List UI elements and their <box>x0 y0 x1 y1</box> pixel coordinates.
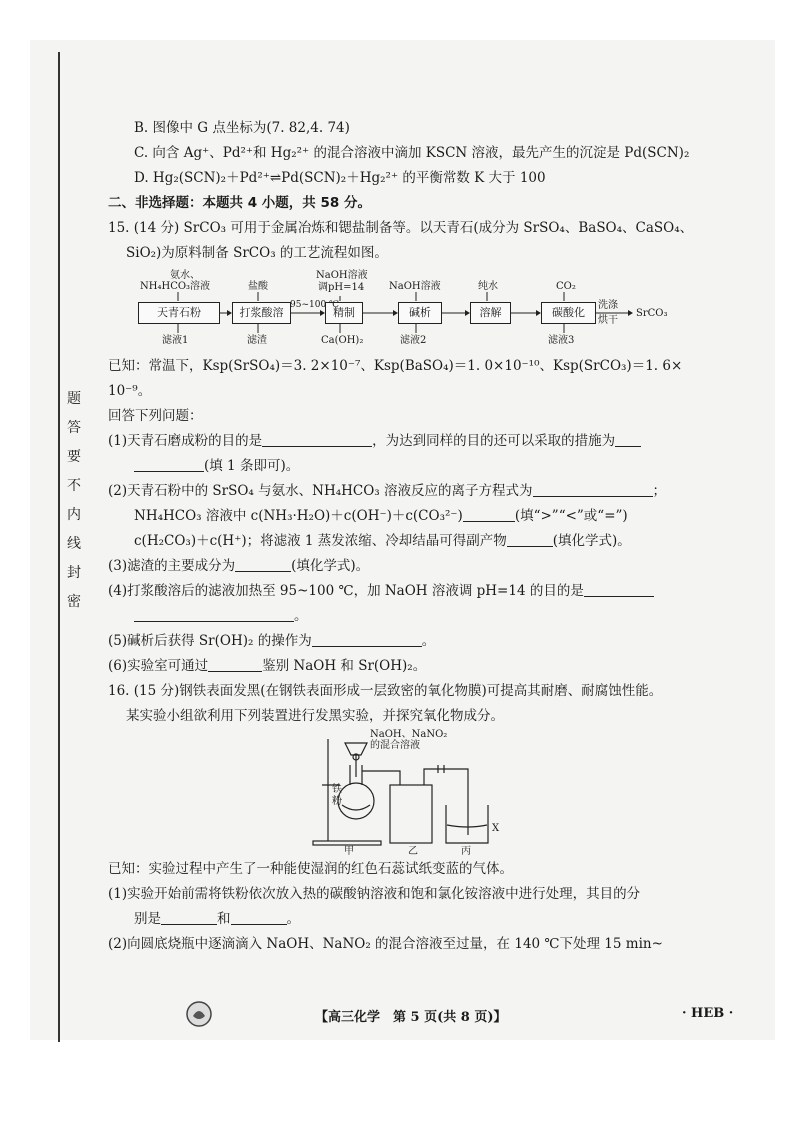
output-filtrate-1: 滤液1 <box>162 335 189 346</box>
process-flowchart <box>108 270 668 348</box>
binding-char: 答 <box>67 420 81 436</box>
page-number: 【高三化学 第 5 页(共 8 页)】 <box>315 1010 507 1025</box>
q16-known: 已知：实验过程中产生了一种能使湿润的红色石蕊试纸变蓝的气体。 <box>108 861 513 877</box>
q15-intro: 15. (14 分) SrCO₃ 可用于金属冶炼和锶盐制备等。以天青石(成分为 SrSO₄、BaSO₄、CaSO₄、 <box>108 220 694 236</box>
flow-step-carbonation: 碳酸化 <box>541 302 596 324</box>
exam-code: · HEB · <box>682 1006 734 1021</box>
answer-blank[interactable] <box>134 605 294 622</box>
binding-char: 密 <box>67 594 81 610</box>
question-content <box>108 116 708 957</box>
answer-blank[interactable] <box>615 430 641 447</box>
reagent-pure-water: 纯水 <box>478 281 498 292</box>
q14-option-c: C. 向含 Ag⁺、Pd²⁺和 Hg₂²⁺ 的混合溶液中滴加 KSCN 溶液，最先产生的沉淀是 Pd(SCN)₂ <box>134 145 690 161</box>
q14-option-b: B. 图像中 G 点坐标为(7. 82,4. 74) <box>134 120 350 136</box>
reagent-naoh: NaOH溶液 <box>316 270 368 281</box>
answer-blank[interactable] <box>134 455 204 472</box>
final-product: SrCO₃ <box>636 308 668 319</box>
answer-blank[interactable] <box>231 908 287 925</box>
answer-blank[interactable] <box>584 580 654 597</box>
reagent-naoh-2: NaOH溶液 <box>389 281 441 292</box>
reagent-hcl: 盐酸 <box>248 281 268 292</box>
output-caoh2: Ca(OH)₂ <box>321 335 364 346</box>
iron-label-cont: 粉 <box>332 796 342 807</box>
binding-char: 不 <box>67 478 81 494</box>
answer-blank[interactable] <box>161 908 217 925</box>
q15-known: 已知：常温下，Ksp(SrSO₄)＝3. 2×10⁻⁷、Ksp(BaSO₄)＝1. 0×10⁻¹⁰、Ksp(SrCO₃)＝1. 6× <box>108 358 683 374</box>
answer-blank[interactable] <box>463 505 515 522</box>
output-filtrate-3: 滤液3 <box>548 335 575 346</box>
reagent-ph14: 调pH=14 <box>318 282 365 293</box>
binding-line <box>58 52 60 1042</box>
binding-char: 题 <box>67 391 81 407</box>
binding-char: 线 <box>67 536 81 552</box>
q16-intro-cont: 某实验小组欲利用下列装置进行发黑实验，并探究氧化物成分。 <box>126 708 504 724</box>
binding-margin-text <box>64 392 84 624</box>
flow-step-alkali-precipitation: 碱析 <box>398 302 442 324</box>
q15-known-cont: 10⁻⁹。 <box>108 383 152 399</box>
q15-sub1: (1)天青石磨成粉的目的是 ，为达到同样的目的还可以采取的措施为 <box>108 429 708 454</box>
answer-blank[interactable] <box>235 555 291 572</box>
q15-sub1-cont: (填 1 条即可)。 <box>108 454 708 479</box>
apparatus-c-label: 丙 <box>461 846 471 857</box>
iron-label: 铁 <box>332 784 342 795</box>
q15-sub4: (4)打浆酸溶后的滤液加热至 95~100 ℃，加 NaOH 溶液调 pH=14 的目的是 <box>108 579 708 604</box>
reagent-co2: CO₂ <box>556 281 576 292</box>
q16-sub1-cont: 别是 和 。 <box>108 907 708 932</box>
q15-sub2-cont2: c(H₂CO₃)＋c(H⁺)；将滤液 1 蒸发浓缩、冷却结晶可得副产物 (填化学式)。 <box>108 529 708 554</box>
logo-icon <box>185 1000 213 1028</box>
output-residue: 滤渣 <box>247 335 267 346</box>
answer-blank[interactable] <box>312 630 422 647</box>
flow-step-refine: 精制 <box>325 302 363 324</box>
q15-sub6: (6)实验室可通过 鉴别 NaOH 和 Sr(OH)₂。 <box>108 654 708 679</box>
q14-option-d: D. Hg₂(SCN)₂＋Pd²⁺⇌Pd(SCN)₂＋Hg₂²⁺ 的平衡常数 K 大于 100 <box>134 170 546 186</box>
apparatus-b-label: 乙 <box>408 846 418 857</box>
q15-sub4-cont: 。 <box>108 604 708 629</box>
answer-blank[interactable] <box>208 655 262 672</box>
binding-char: 要 <box>67 449 81 465</box>
final-step-wash: 洗涤 <box>598 300 618 311</box>
q16-sub2: (2)向圆底烧瓶中逐滴滴入 NaOH、NaNO₂ 的混合溶液至过量，在 140 ℃下处理 15 min~ <box>108 936 663 952</box>
answer-blank[interactable] <box>507 530 553 547</box>
output-filtrate-2: 滤液2 <box>400 335 427 346</box>
x-label: X <box>492 823 500 834</box>
flow-step-dissolve: 溶解 <box>470 302 511 324</box>
q15-answer-prompt: 回答下列问题： <box>108 408 203 424</box>
binding-char: 内 <box>67 507 81 523</box>
q15-sub2-cont: NH₄HCO₃ 溶液中 c(NH₃·H₂O)＋c(OH⁻)＋c(CO₃²⁻) (填“>”“<”或“=”) <box>108 504 708 529</box>
q15-sub2: (2)天青石粉中的 SrSO₄ 与氨水、NH₄HCO₃ 溶液反应的离子方程式为 ； <box>108 479 708 504</box>
reagent-ammonium-bicarbonate: NH₄HCO₃溶液 <box>140 281 211 292</box>
flow-step-celestine-powder: 天青石粉 <box>138 302 220 324</box>
flow-step-slurry-acid: 打浆酸溶 <box>232 302 291 324</box>
arrow-temperature-label: 95~100 ℃ <box>290 300 340 310</box>
apparatus-a-label: 甲 <box>344 846 354 857</box>
answer-blank[interactable] <box>262 430 372 447</box>
q16-sub1: (1)实验开始前需将铁粉依次放入热的碳酸钠溶液和饱和氯化铵溶液中进行处理，其目的分 <box>108 886 641 902</box>
binding-char: 封 <box>67 565 81 581</box>
reagent-label-cont: 的混合溶液 <box>370 740 420 751</box>
q15-intro-cont: SiO₂)为原料制备 SrCO₃ 的工艺流程如图。 <box>126 245 388 261</box>
answer-blank[interactable] <box>533 480 653 497</box>
final-step-dry: 烘干 <box>598 315 618 326</box>
reagent-ammonia: 氨水、 <box>170 270 200 281</box>
reagent-label: NaOH、NaNO₂ <box>370 729 448 740</box>
q15-sub5: (5)碱析后获得 Sr(OH)₂ 的操作为 。 <box>108 629 708 654</box>
section-title: 二、非选择题：本题共 4 小题，共 58 分。 <box>108 195 371 211</box>
q16-intro: 16. (15 分)钢铁表面发黑(在钢铁表面形成一层致密的氧化物膜)可提高其耐磨、耐腐蚀性能。 <box>108 683 663 699</box>
apparatus-figure <box>108 729 708 857</box>
q15-sub3: (3)滤渣的主要成分为 (填化学式)。 <box>108 554 708 579</box>
page-footer <box>30 1000 775 1030</box>
